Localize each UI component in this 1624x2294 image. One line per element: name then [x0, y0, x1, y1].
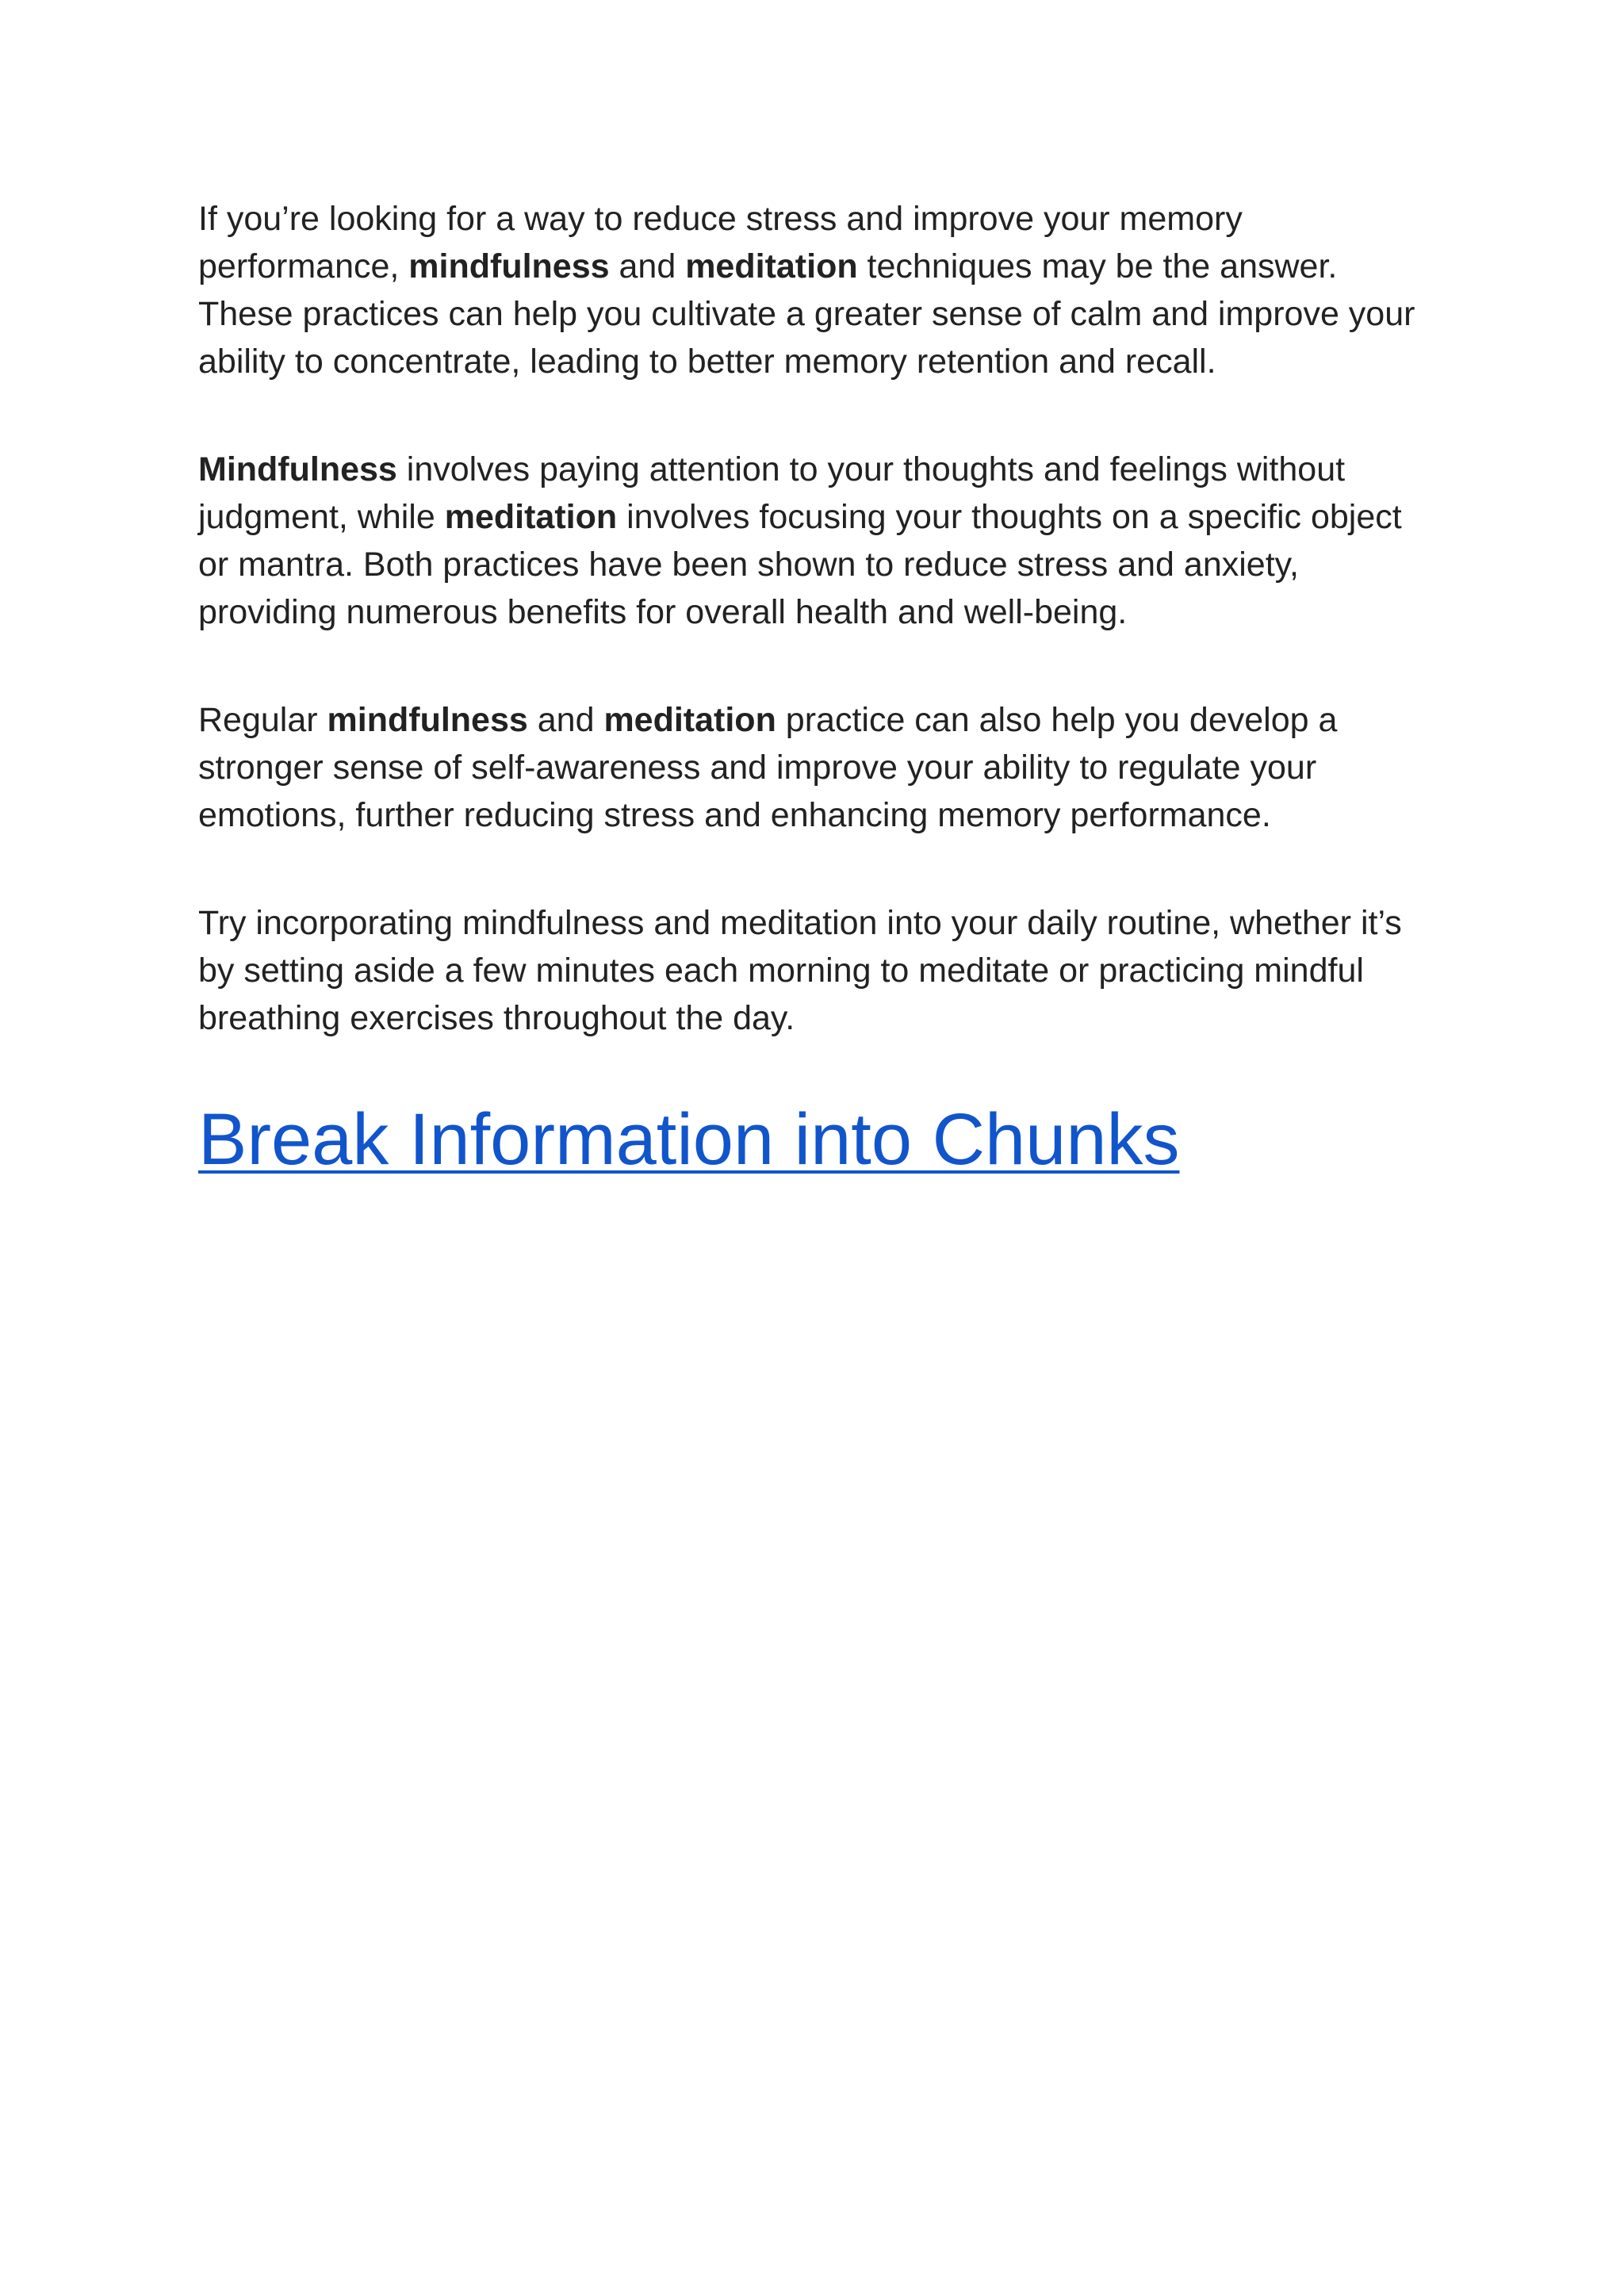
paragraph-text: Try incorporating mindfulness and meditation into your daily routine, whether it’s by setting aside a few minutes each morning to meditate or practicing mindful breathing exercises throughout the day. [198, 904, 1402, 1037]
bold-term-meditation: meditation [603, 701, 776, 739]
bold-term-mindfulness: Mindfulness [198, 450, 397, 488]
paragraph-definitions [198, 446, 1435, 636]
bold-term-mindfulness: mindfulness [408, 247, 610, 285]
paragraph-text: Regular [198, 701, 327, 739]
paragraph-text: techniques may be the answer. These practices can help you cultivate a greater sense of calm and improve your ability to concentrate, leading to better memory retention and recall. [198, 247, 1415, 381]
bold-term-meditation: meditation [685, 247, 858, 285]
paragraph-text: and [609, 247, 686, 285]
paragraph-regular-practice [198, 696, 1435, 839]
paragraph-text: If you’re looking for a way to reduce stress and improve your memory performance, [198, 200, 1243, 285]
document-body [198, 195, 1435, 1180]
paragraph-text: and [527, 701, 604, 739]
paragraph-text: practice can also help you develop a stronger sense of self-awareness and improve your ability to regulate your emotions, further reducing stress and enhancing memory performance. [198, 701, 1338, 834]
paragraph-text: involves paying attention to your thoughts and feelings without judgment, while [198, 450, 1346, 536]
paragraph-daily-routine [198, 899, 1435, 1042]
bold-term-meditation: meditation [444, 498, 618, 536]
paragraph-text: involves focusing your thoughts on a specific object or mantra. Both practices have been shown to reduce stress and anxiety, providing numerous benefits for overall health and well-being. [198, 498, 1402, 631]
bold-term-mindfulness: mindfulness [327, 701, 528, 739]
heading-link-break-information[interactable]: Break Information into Chunks [198, 1099, 1180, 1180]
paragraph-mindfulness-intro [198, 195, 1435, 385]
